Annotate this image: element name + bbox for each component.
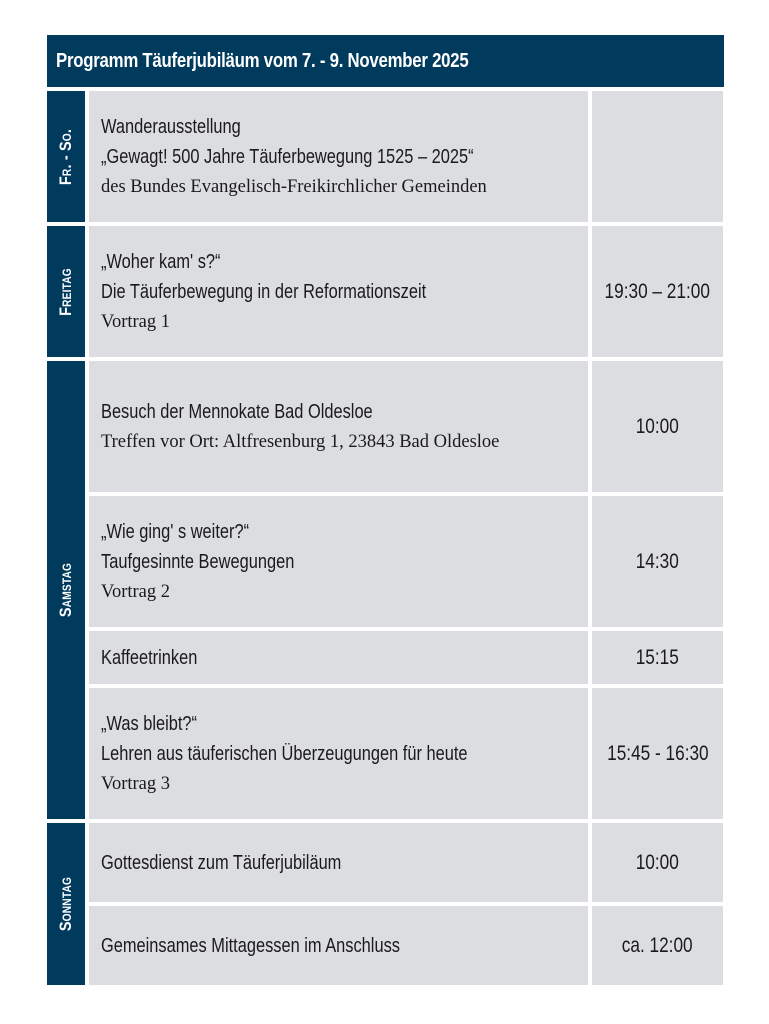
day-label: Fr. - So. — [47, 91, 85, 222]
event-row — [89, 906, 724, 985]
day-label: Samstag — [47, 361, 85, 819]
event-time: 14:30 — [592, 496, 723, 627]
event-line: Gemeinsames Mittagessen im Anschluss — [101, 934, 400, 957]
event-line: Besuch der Mennokate Bad Oldesloe — [101, 400, 373, 423]
event-line: Wanderausstellung — [101, 115, 241, 138]
event-subtitle: Vortrag 2 — [101, 581, 171, 602]
event-line: „Wie ging' s weiter?“ — [101, 520, 250, 543]
event-line: Gottesdienst zum Täuferjubiläum — [101, 851, 342, 874]
event-description — [89, 91, 588, 222]
event-row — [89, 496, 724, 627]
event-time — [592, 91, 723, 222]
event-time: 10:00 — [592, 361, 723, 492]
event-line: Kaffeetrinken — [101, 646, 198, 669]
event-description — [89, 226, 588, 357]
event-subtitle: Vortrag 1 — [101, 311, 171, 332]
event-line: Lehren aus täuferischen Überzeugungen für heute — [101, 742, 468, 765]
day-block-samstag — [47, 361, 724, 819]
event-line: „Woher kam' s?“ — [101, 250, 221, 273]
event-row — [89, 823, 724, 902]
event-line: „Was bleibt?“ — [101, 712, 198, 735]
event-row — [89, 361, 724, 492]
event-subtitle: Treffen vor Ort: Altfresenburg 1, 23843 Bad Oldesloe — [101, 431, 500, 452]
event-row — [89, 91, 724, 222]
event-row — [89, 226, 724, 357]
program-title: Programm Täuferjubiläum vom 7. - 9. November 2025 — [56, 49, 469, 72]
event-description — [89, 361, 588, 492]
program-header — [47, 35, 724, 87]
event-time: 15:15 — [592, 631, 723, 684]
event-time: ca. 12:00 — [592, 906, 723, 985]
event-subtitle: Vortrag 3 — [101, 773, 171, 794]
event-time: 15:45 - 16:30 — [592, 688, 723, 819]
event-time: 10:00 — [592, 823, 723, 902]
event-description — [89, 823, 588, 902]
event-description — [89, 496, 588, 627]
event-row — [89, 631, 724, 684]
program-table — [47, 35, 724, 985]
event-row — [89, 688, 724, 819]
day-block-fr-so — [47, 91, 724, 222]
day-label: Freitag — [47, 226, 85, 357]
day-label: Sonntag — [47, 823, 85, 985]
event-line: „Gewagt! 500 Jahre Täuferbewegung 1525 – 2025“ — [101, 145, 474, 168]
event-description — [89, 631, 588, 684]
event-time: 19:30 – 21:00 — [592, 226, 723, 357]
event-description — [89, 688, 588, 819]
event-description — [89, 906, 588, 985]
day-block-sonntag — [47, 823, 724, 985]
event-line: Die Täuferbewegung in der Reformationszeit — [101, 280, 427, 303]
day-block-freitag — [47, 226, 724, 357]
event-line: Taufgesinnte Bewegungen — [101, 550, 295, 573]
event-subtitle: des Bundes Evangelisch-Freikirchlicher Gemeinden — [101, 176, 487, 197]
